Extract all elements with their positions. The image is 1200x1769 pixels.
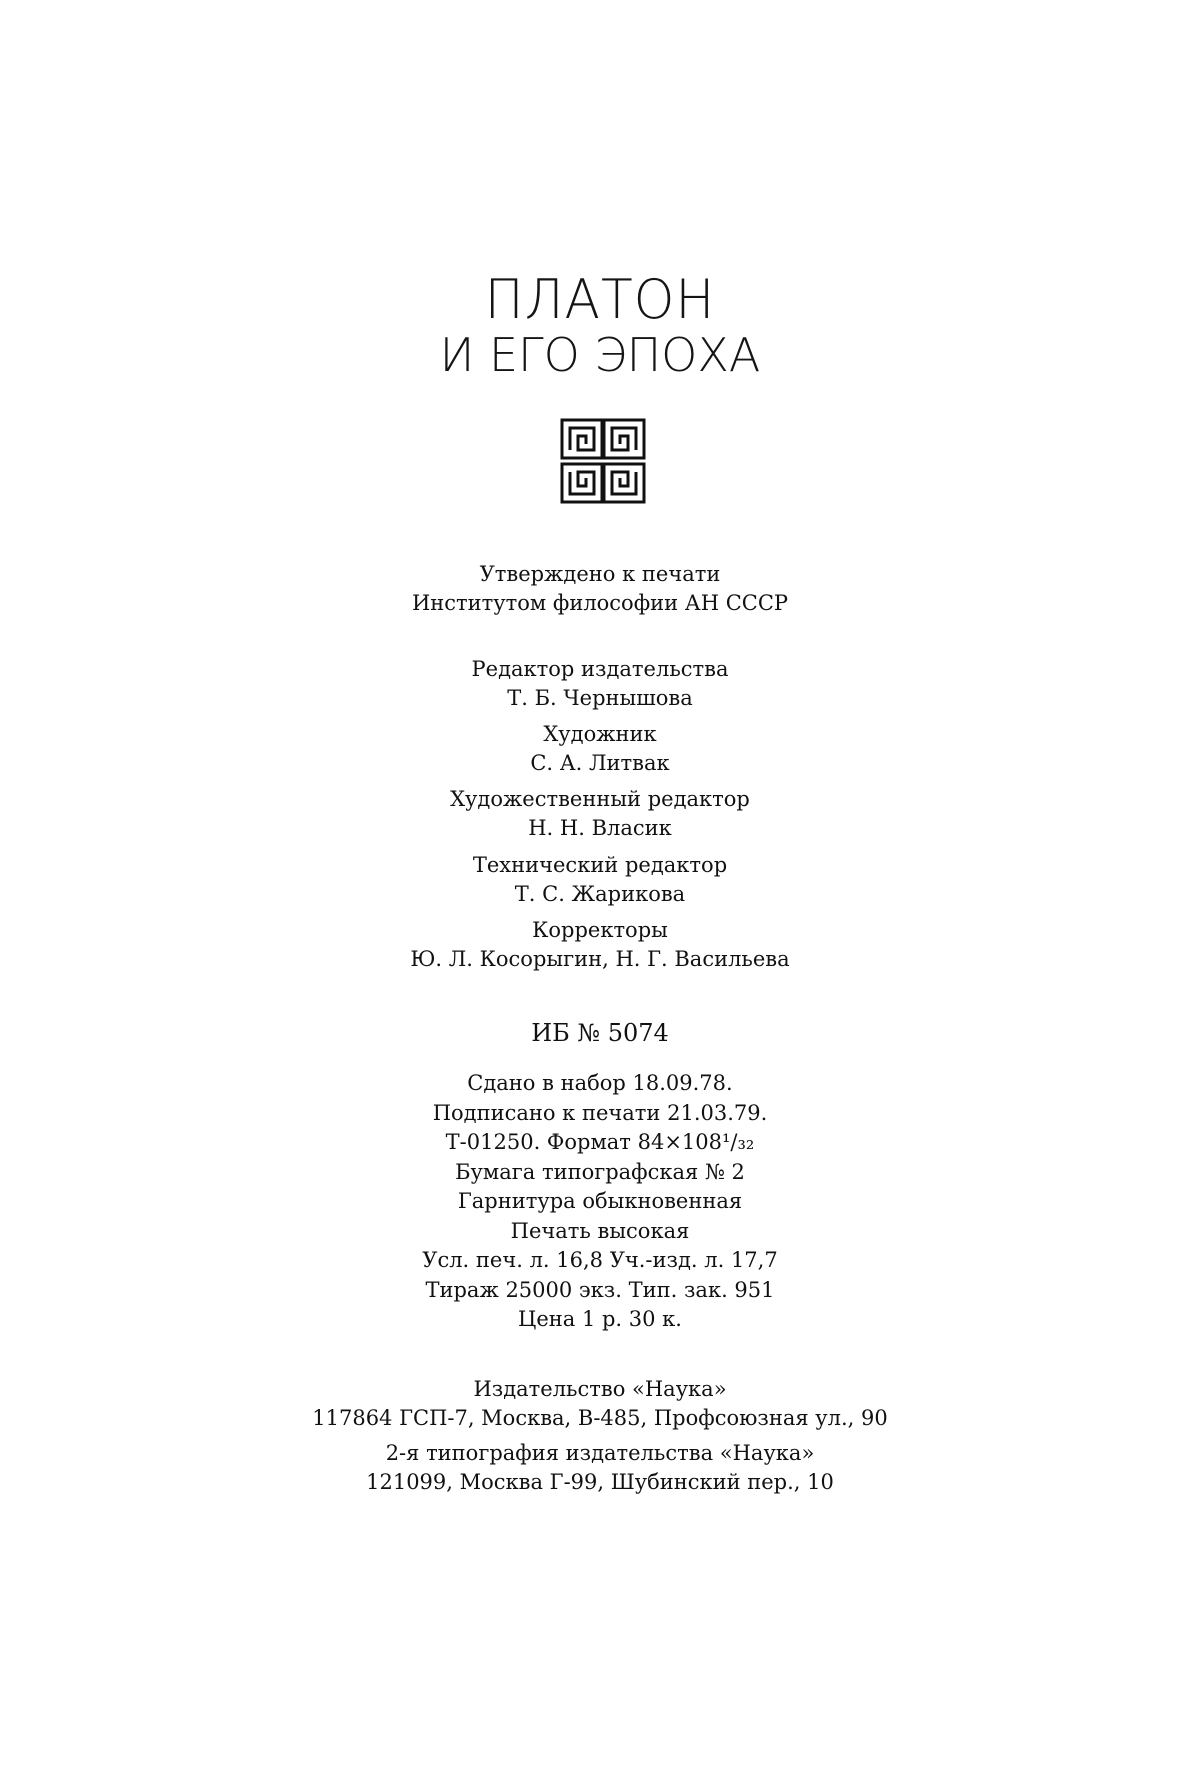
tech-editor-credit (0, 851, 1200, 909)
art-editor-credit (0, 785, 1200, 843)
artist-credit (0, 720, 1200, 778)
greek-key-ornament-icon (560, 418, 646, 504)
approval-block (0, 560, 1200, 618)
editor-role: Редактор издательства (471, 657, 729, 681)
print-info-block (0, 1069, 1200, 1335)
ib-number: ИБ № 5074 (531, 1019, 669, 1047)
artist-role: Художник (543, 722, 657, 746)
editor-name: Т. Б. Чернышова (507, 686, 693, 710)
printer-address: 121099, Москва Г-99, Шубинский пер., 10 (366, 1470, 834, 1494)
printer-block (0, 1439, 1200, 1497)
proofreaders-role: Корректоры (532, 918, 668, 942)
proofreaders-credit (0, 916, 1200, 974)
book-title-line-2: И ЕГО ЭПОХА (439, 328, 761, 382)
print-info-line: Т-01250. Формат 84×108¹/₃₂ (445, 1130, 755, 1154)
print-info-line: Цена 1 р. 30 к. (518, 1307, 682, 1331)
print-info-line: Усл. печ. л. 16,8 Уч.-изд. л. 17,7 (422, 1248, 778, 1272)
print-info-line: Подписано к печати 21.03.79. (432, 1100, 768, 1125)
editor-credit (0, 655, 1200, 713)
print-info-line: Печать высокая (510, 1218, 690, 1243)
printer-name: 2-я типография издательства «Наука» (385, 1441, 815, 1465)
print-info-line: Сдано в набор 18.09.78. (467, 1071, 733, 1095)
art-editor-name: Н. Н. Власик (528, 816, 672, 840)
approval-line-1: Утверждено к печати (479, 562, 721, 586)
art-editor-role: Художественный редактор (450, 787, 750, 811)
tech-editor-name: Т. С. Жарикова (514, 882, 686, 906)
publisher-name: Издательство «Наука» (473, 1377, 727, 1401)
approval-line-2: Институтом философии АН СССР (411, 591, 789, 615)
proofreaders-names: Ю. Л. Косорыгин, Н. Г. Васильева (410, 947, 790, 971)
print-info-line: Гарнитура обыкновенная (457, 1189, 743, 1213)
book-title-line-1: ПЛАТОН (484, 268, 716, 331)
print-info-line: Тираж 25000 экз. Тип. зак. 951 (425, 1277, 775, 1302)
tech-editor-role: Технический редактор (472, 853, 728, 877)
print-info-line: Бумага типографская № 2 (455, 1159, 745, 1184)
artist-name: С. А. Литвак (530, 751, 670, 775)
publisher-address: 117864 ГСП-7, Москва, В-485, Профсоюзная ул., 90 (312, 1406, 888, 1430)
publisher-block (0, 1375, 1200, 1433)
